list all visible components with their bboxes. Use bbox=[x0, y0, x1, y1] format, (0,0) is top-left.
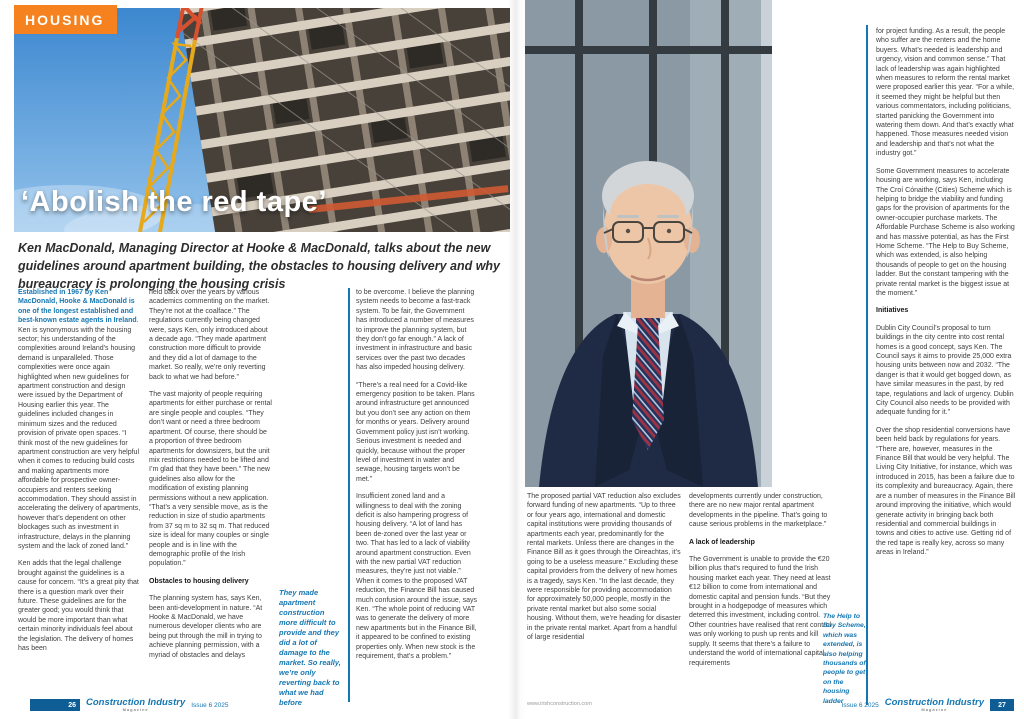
paragraph: The planning system has, says Ken, been anti-development in nature. “At Hooke & MacDonald, we have numerous developer clients who are being put through the mill in trying to achieve planning permission, with a myriad of obstacles and delays bbox=[149, 595, 263, 659]
magazine-logo-sub: Magazine bbox=[122, 707, 149, 713]
subhead-initiatives: Initiatives bbox=[876, 307, 909, 315]
paragraph: The Government is unable to provide the €20 billion plus that’s required to fund the Irish housing market each year. They need at least €12 billion to come from international and domestic capital and pension funds. “But they brought in a hodgepodge of measures which deterred this investment, including control. Other countries have realised that rent control was only working to push up rents and kill supply. It seems that there’s a failure to understand the world of international capital requirements bbox=[689, 556, 832, 667]
paragraph bbox=[18, 288, 141, 551]
magazine-logo-sub: Magazine bbox=[921, 707, 948, 713]
magazine-logo bbox=[885, 698, 984, 713]
column-divider bbox=[348, 288, 350, 702]
footer-right bbox=[842, 698, 1014, 712]
paragraph: Some Government measures to accelerate housing are working, says Ken, including The Croí Cónaithe (Cities) Scheme which is helping to bridge the viability and funding gaps for the provision of apartments for the owner-occupier purchase markets. The Affordable Purchase Scheme is also working and has massive potential, as has the First Home Scheme. “The Help to Buy Scheme, which was extended, is also helping thousands of people to get on the housing ladder. But the constant tampering with the private rental market is the biggest issue at the moment.” bbox=[876, 167, 1015, 297]
paragraph: Ken adds that the legal challenge brought against the guidelines is a cause for concern. “It’s a great pity that there is a question mark over their future. These guidelines are for the greater good; you would think that would be more important than what certain minority individuals feel about the legislation. The delivery of homes has been bbox=[18, 560, 139, 653]
article-column-5 bbox=[689, 492, 834, 676]
article-column-6 bbox=[876, 27, 1016, 566]
section-tab: HOUSING bbox=[14, 5, 117, 34]
article-column-3 bbox=[356, 288, 477, 669]
portrait-photo bbox=[525, 0, 772, 487]
page-fold bbox=[508, 0, 526, 719]
magazine-logo-text: Construction Industry bbox=[86, 696, 186, 708]
article-column-4 bbox=[527, 492, 681, 651]
paragraph: “There’s a real need for a Covid-like emergency position to be taken. Plans around infrastructure get announced but you don’t see any action on them for months or years. Delivery around Government policy just isn’t working. Serious investment is needed and quickly, because without the proper level of investment in water and sewage, housing targets won’t be met.” bbox=[356, 381, 475, 483]
issue-label: Issue 6 2025 bbox=[841, 701, 879, 709]
lead-in-text: Established in 1967 by Ken MacDonald, Hooke & MacDonald is one of the longest established and best-known estate agents in Ireland bbox=[18, 289, 137, 325]
subhead-obstacles: Obstacles to housing delivery bbox=[149, 577, 249, 585]
website-url: www.irishconstruction.com bbox=[527, 701, 592, 707]
ken-macdonald-portrait-illustration bbox=[525, 0, 772, 487]
article-column-2 bbox=[149, 288, 272, 668]
page-number-badge: 26 bbox=[30, 699, 80, 711]
paragraph: The vast majority of people requiring apartments for either purchase or rental are single people and couples. “They don’t want or need a three bedroom apartment. Of course, there should be a proportion of three bedroom apartments for downsizers, but the unit mix restrictions needed to be lifted and I’m glad that they have been.” The new guidelines also allow for the modification of existing planning permissions without a new application. “That’s a very sensible move, as is the reduction in size of studio apartments from 37 sq m to 32 sq m. That reduced size is ideal for many couples or single people and is in line with the demographic profile of the Irish population.” bbox=[149, 391, 272, 568]
paragraph: for project funding. As a result, the people who suffer are the renters and the home buyers. What’s needed is leadership and urgency, vision and common sense.” That lack of leadership was again highlighted when measures to reform the rental market were proposed earlier this year. “For a while, it seemed they might be helpful but then various commentators, including politicians, started panicking the Government into watering them down. And that’s exactly what happened. Those measures needed vision and leadership and that’s not what the industry got.” bbox=[876, 28, 1015, 158]
pull-quote: They made apartment construction more difficult to provide and they did a lot of damage to the market. So really, we’re only reverting back to what we had before bbox=[279, 588, 341, 707]
paragraph: Over the shop residential conversions have been held back by regulations for years. “There are, however, measures in the Finance Bill that would be very helpful. The Living City Initiative, for instance, which was introduced in 2015, has been a failure due to its complexity and bureaucracy. Again, there are a number of measures in the Finance Bill around improving the initiative, which would generate activity in bringing back both residential and commercial buildings in towns and cities to active use. Getting rid of the red tape is really key, across so many areas in Ireland.” bbox=[876, 426, 1016, 557]
page-number-badge: 27 bbox=[990, 699, 1014, 711]
footer-left bbox=[30, 698, 228, 712]
magazine-logo bbox=[86, 698, 185, 713]
paragraph: Dublin City Council’s proposal to turn buildings in the city centre into cost rental homes is a good concept, says Ken. The Council says it aims to provide 25,000 extra housing units between now and 2032. “The danger is that it would get bogged down, as have similar measures in the past, by red tape, regulations and lack of urgency. Dublin City Council also needs to be provided with adequate funding for it.” bbox=[876, 324, 1014, 417]
column-divider bbox=[866, 25, 868, 705]
paragraph: to be overcome. I believe the planning system needs to become a fast-track system. To be fair, the Government has introduced a number of measures to improve the planning system, but they don’t go far enough.” A lack of investment in infrastructure and basic services over the past two decades has also impeded housing delivery. bbox=[356, 289, 475, 372]
issue-label: Issue 6 2025 bbox=[191, 701, 229, 709]
paragraph: held back over the years by various academics commenting on the market. They’re not at the coalface.” The regulations currently being changed were, says Ken, only introduced about a decade ago. “They made apartment construction more difficult to provide and they did a lot of damage to the market. So really, we’re only reverting back to what we had before.” bbox=[149, 289, 270, 381]
pull-quote: The Help to Buy Scheme, which was extended, is also helping thousands of people to get on the housing ladder bbox=[823, 613, 866, 705]
subhead-leadership: A lack of leadership bbox=[689, 538, 755, 546]
magazine-logo-text: Construction Industry bbox=[884, 696, 984, 708]
article-standfirst: Ken MacDonald, Managing Director at Hooke & MacDonald, talks about the new guidelines around apartment building, the obstacles to housing delivery and why bureaucracy is prolonging the housing crisis bbox=[18, 241, 501, 291]
article-headline: ‘Abolish the red tape’ bbox=[21, 186, 327, 218]
article-column-1 bbox=[18, 288, 141, 661]
paragraph: The proposed partial VAT reduction also excludes forward funding of new apartments. “Up to three or four years ago, international and domestic capital institutions were providing thousands of apartments each year, predominantly for the rental markets. Unless there are changes in the Finance Bill as it goes through the Oireachtas, it’s going to be a useless measure.” Excluding these capital providers from the delivery of new homes is a tragedy, says Ken. “In the last decade, they were responsible for providing accommodation for approximately 50,000 people, mostly in the private rental market but also some social housing. Without them, we’re heading for disaster in the private rental market. Apart from a handful of large residential bbox=[527, 493, 681, 642]
paragraph-text: . Ken is synonymous with the housing sector; his understanding of the complexities around Ireland’s housing demand is unparalleled. Those complexities were once again highlighted when new guidelines for apartment construction and design were issued by the Department of Housing earlier this year. The guidelines included changes in minimum sizes and the reduced provision of private open spaces. “I think most of the new guidelines for apartment construction are very helpful when it comes to reducing build costs and making apartments more affordable for prospective owner-occupiers and renters seeking accommodation. They should assist in accelerating the delivery of apartments, however that’s dependent on other blockages such as investment in infrastructure, delays in the planning system and the lack of zoned land.” bbox=[18, 317, 141, 550]
paragraph: developments currently under construction, there are no new major rental apartment developments in the pipeline. That’s going to cause serious problems in the marketplace.” bbox=[689, 493, 828, 529]
paragraph: Insufficient zoned land and a willingness to deal with the zoning deficit is also hampering progress of housing delivery. “A lot of land has been de-zoned over the last year or two. That has led to a lack of viability around apartment construction. Even with the new partial VAT reduction measures, they’re just not viable.” When it comes to the proposed VAT reduction, the Finance Bill has caused much confusion around the issue, says Ken. “The whole point of reducing VAT was to generate the delivery of more new apartments but in the Finance Bill, it appeared to be confined to existing properties only. When new stock is the requirement, that’s a problem.” bbox=[356, 493, 478, 661]
